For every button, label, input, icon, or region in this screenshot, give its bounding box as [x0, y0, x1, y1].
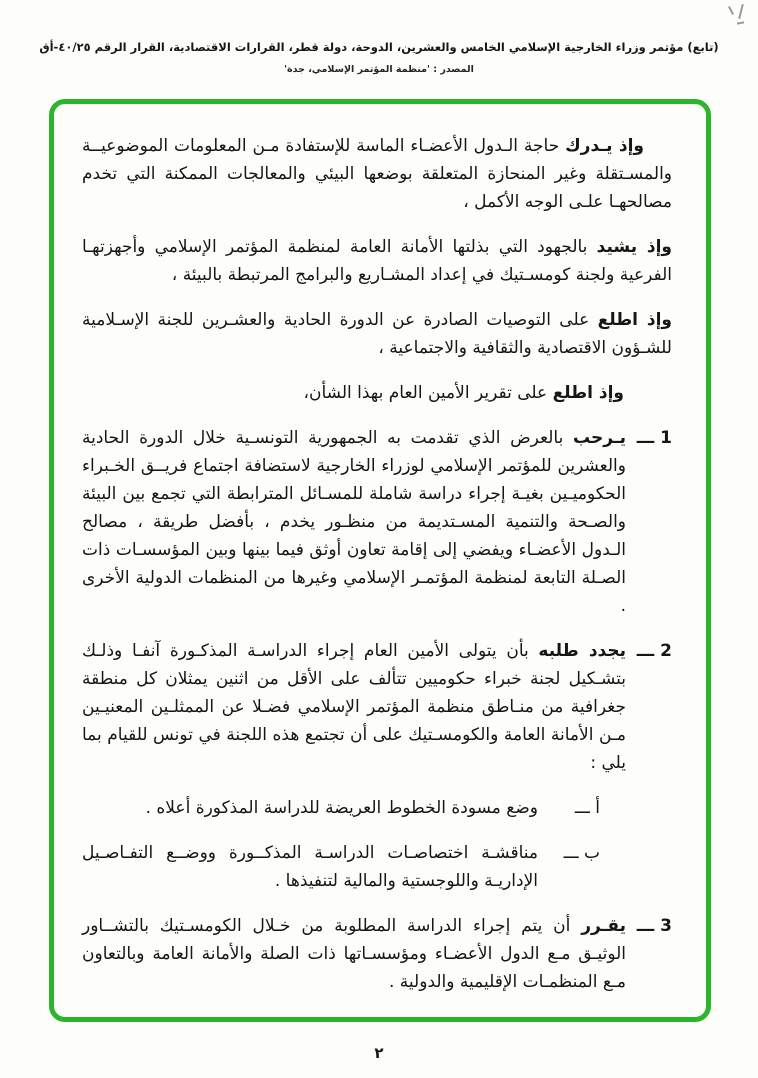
numbered-item-2: [82, 637, 672, 777]
paragraph-text: حاجة الـدول الأعضـاء الماسة للإستفادة مـن المعلومات الموضوعيــة والمسـتقلة وغير المنحازة المتعلقة بوضعها البيئي والمعالجات الممكنة التي تخدم مصالحهـا علـى الوجه الأكمل ،: [82, 136, 672, 212]
sub-item-letter: أ ـــ: [574, 798, 600, 818]
paragraph-lead: وإذ يـدرك: [565, 136, 644, 156]
header-source: المصدر : 'منظمة المؤتمر الإسلامي، جدة': [284, 64, 474, 75]
preamble-paragraph-1: [82, 132, 672, 216]
paragraph-text: بالجهود التي بذلتها الأمانة العامة لمنظمة المؤتمر الإسلامي وأجهزتهـا الفرعية ولجنة كومسـتيك في إعداد المشـاريع والبرامج المرتبطة بالبيئة ،: [82, 237, 672, 285]
preamble-paragraph-4: [82, 379, 672, 407]
sub-item-a: [82, 794, 600, 822]
handwritten-corner-mark: [718, 2, 748, 36]
sub-item-b: [82, 839, 600, 895]
item-paragraph: [82, 912, 626, 996]
paragraph-lead: وإذ يشيد: [596, 237, 672, 257]
sub-item-letter: ب ـــ: [563, 843, 600, 863]
sub-item-text: وضع مسودة الخطوط العريضة للدراسة المذكورة أعلاه .: [145, 798, 538, 818]
item-paragraph: [82, 637, 626, 777]
header-title: (تابع) مؤتمر وزراء الخارجية الإسلامي الخامس والعشرين، الدوحة، دولة قطر، القرارات الاقتصادية، القرار الرقم ٤٠/٢٥-أق: [39, 40, 719, 54]
numbered-item-3: [82, 912, 672, 996]
numbered-item-1: [82, 424, 672, 620]
item-lead: يـرحب: [572, 428, 626, 448]
preamble-paragraph-2: [82, 233, 672, 289]
preamble-paragraph-3: [82, 306, 672, 362]
item-lead: يقـرر: [581, 916, 626, 936]
paragraph-lead: وإذ اطلع: [597, 310, 672, 330]
item-paragraph: [82, 424, 626, 620]
item-text: بأن يتولى الأمين العام إجراء الدراسـة المذكـورة آنفـا وذلـك بتشـكيل لجنة خبراء حكوميين تتألف على الأقل من اثنين يمثلان كل منطقة جغرافية من منـاطق منظمة المؤتمر الإسلامي فضـلا عن الممثلـين المعنيـين مـن الأمانة العامة والكومسـتيك على أن تجتمع هذه اللجنة في تونس للقيام بما يلي :: [82, 641, 626, 773]
item-text: بالعرض الذي تقدمت به الجمهورية التونسـية خلال الدورة الحادية والعشرين للمؤتمر الإسلامي لوزراء الخارجية لاستضافة اجتماع فريــق الخـبراء الحكوميـين بغيـة إجراء دراسة شاملة للمسـائل المترابطة التي تجمع بين البيئة والصـحة والتنمية المسـتديمة من منظـور يخدم ، بأفضل طريقة ، مصالح الـدول الأعضـاء ويفضي إلى إقامة تعاون أوثق فيما بينها وبين المؤسسـات ذات الصـلة التابعة لمنظمة المؤتمـر الإسلامي وغيرها من المنظمات الدولية الأخرى .: [82, 428, 626, 616]
sub-item-text: مناقشـة اختصاصـات الدراسـة المذكــورة ووضــع التفـاصـيل الإداريـة واللوجستية والمالية لتنفيذها .: [82, 843, 538, 891]
item-number: 2 ـــ: [636, 641, 672, 661]
content-border-box: [49, 99, 711, 1022]
paragraph-text: على تقرير الأمين العام بهذا الشأن،: [303, 383, 548, 403]
page-number: ٢: [374, 1044, 384, 1062]
item-lead: يجدد طلبه: [538, 641, 626, 661]
item-number: 1 ـــ: [636, 428, 672, 448]
document-header: [20, 40, 738, 75]
paragraph-lead: وإذ اطلع: [552, 383, 624, 403]
paragraph-text: على التوصيات الصادرة عن الدورة الحادية والعشـرين للجنة الإسـلامية للشـؤون الاقتصادية والثقافية والاجتماعية ،: [82, 310, 672, 358]
item-text: أن يتم إجراء الدراسة المطلوبة من خـلال الكومسـتيك بالتشــاور الوثيـق مـع الدول الأعضـاء ومؤسسـاتها ذات الصلة والأمانة العامة وبالتعاون مـع المنظمـات الإقليمية والدولية .: [82, 916, 626, 992]
item-number: 3 ـــ: [636, 916, 672, 936]
